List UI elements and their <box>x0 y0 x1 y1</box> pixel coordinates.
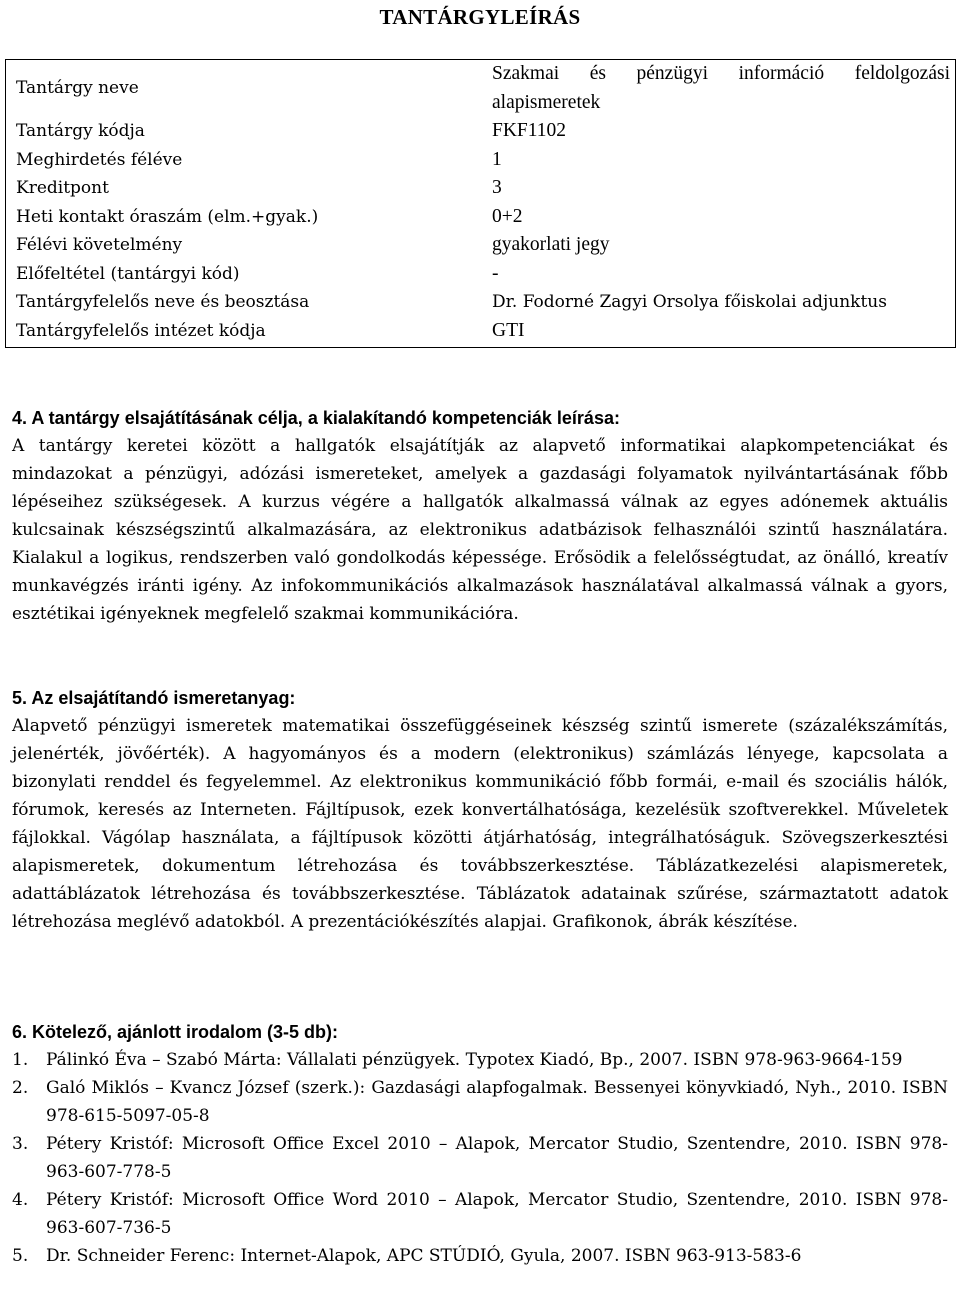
info-row-course-code <box>6 117 955 146</box>
course-info-table <box>5 59 956 348</box>
info-value: FKF1102 <box>492 120 567 141</box>
literature-number: 1. <box>12 1050 29 1070</box>
info-label: Kreditpont <box>16 178 109 198</box>
info-label: Tantárgyfelelős intézet kódja <box>16 320 266 341</box>
literature-number: 2. <box>12 1078 29 1098</box>
literature-text: Dr. Schneider Ferenc: Internet-Alapok, APC STÚDIÓ, Gyula, 2007. ISBN 963-913-583-6 <box>46 1246 802 1266</box>
info-label: Tantárgy neve <box>16 78 139 98</box>
literature-item <box>12 1242 948 1270</box>
info-value: Dr. Fodorné Zagyi Orsolya főiskolai adjunktus <box>492 292 887 312</box>
info-row-credits <box>6 174 955 203</box>
section-heading: 6. Kötelező, ajánlott irodalom (3-5 db): <box>12 1022 339 1042</box>
literature-item <box>12 1130 948 1186</box>
section-heading: 5. Az elsajátítandó ismeretanyag: <box>12 688 296 708</box>
info-row-responsible-person <box>6 288 955 317</box>
info-row-prerequisite <box>6 260 955 289</box>
info-value: 3 <box>492 177 502 198</box>
info-value: 1 <box>492 148 502 170</box>
info-row-course-name <box>6 60 955 117</box>
literature-number: 5. <box>12 1246 29 1266</box>
literature-list <box>12 1046 948 1270</box>
info-row-weekly-hours <box>6 203 955 232</box>
section-competencies <box>12 404 948 628</box>
info-label: Tantárgy kódja <box>16 121 145 141</box>
info-label: Előfeltétel (tantárgyi kód) <box>16 263 240 284</box>
literature-text: Galó Miklós – Kvancz József (szerk.): Gazdasági alapfogalmak. Bessenyei könyvkiadó, Nyh., 2010. ISBN 978-615-5097-05-8 <box>46 1078 948 1126</box>
literature-number: 3. <box>12 1134 29 1154</box>
info-value: GTI <box>492 319 525 341</box>
literature-number: 4. <box>12 1190 29 1210</box>
info-value: Szakmai és pénzügyi információ feldolgozási alapismeretek <box>492 63 950 113</box>
section-literature <box>12 1018 948 1270</box>
info-label: Félévi követelmény <box>16 235 183 255</box>
literature-item <box>12 1046 948 1074</box>
literature-text: Pálinkó Éva – Szabó Márta: Vállalati pénzügyek. Typotex Kiadó, Bp., 2007. ISBN 978-963-9664-159 <box>46 1050 903 1070</box>
info-value: gyakorlati jegy <box>492 234 610 255</box>
info-label: Heti kontakt óraszám (elm.+gyak.) <box>16 206 319 227</box>
section-heading: 4. A tantárgy elsajátításának célja, a kialakítandó kompetenciák leírása: <box>12 408 620 428</box>
info-row-requirement <box>6 231 955 260</box>
document-title: TANTÁRGYLEÍRÁS <box>379 5 581 29</box>
section-body: Alapvető pénzügyi ismeretek matematikai összefüggéseinek készség szintű ismerete (százalékszámítás, jelenérték, jövőérték). A hagyományos és a modern (elektronikus) számlázás lényege, kapcsolata a bizonylati renddel és fegyelemmel. Az elektronikus kommunikáció főbb formái, e-mail és szociális hálók, fórumok, keresés az Interneten. Fájltípusok, ezek konvertálhatósága, kezelésük szoftverekkel. Műveletek fájlokkal. Vágólap használata, a fájltípusok közötti átjárhatóság, integrálhatóságuk. Szövegszerkesztési alapismeretek, dokumentum létrehozása és továbbszerkesztése. Táblázatkezelési alapismeretek, adattáblázatok létrehozása és továbbszerkesztése. Táblázatok adatainak szűrése, származtatott adatok létrehozása meglévő adatokból. A prezentációkészítés alapjai. Grafikonok, ábrák készítése. <box>12 716 948 932</box>
info-row-institute-code <box>6 317 955 346</box>
literature-text: Pétery Kristóf: Microsoft Office Excel 2010 – Alapok, Mercator Studio, Szentendre, 2010. ISBN 978-963-607-778-5 <box>46 1134 948 1182</box>
section-curriculum <box>12 684 948 936</box>
info-label: Tantárgyfelelős neve és beosztása <box>16 292 310 312</box>
info-value: - <box>492 262 499 284</box>
literature-text: Pétery Kristóf: Microsoft Office Word 2010 – Alapok, Mercator Studio, Szentendre, 2010. ISBN 978-963-607-736-5 <box>46 1190 948 1238</box>
info-label: Meghirdetés féléve <box>16 149 183 170</box>
literature-item <box>12 1074 948 1130</box>
literature-item <box>12 1186 948 1242</box>
section-body: A tantárgy keretei között a hallgatók elsajátítják az alapvető informatikai alapkompetenciákat és mindazokat a pénzügyi, adózási ismereteket, amelyek a gazdasági folyamatok nyilvántartásának főbb lépéseihez szükségesek. A kurzus végére a hallgatók alkalmassá válnak az egyes adónemek aktuális kulcsainak készségszintű alkalmazására, az elektronikus adatbázisok felhasználói szintű használatára. Kialakul a logikus, rendszerben való gondolkodás képessége. Erősödik a felelősségtudat, az önálló, kreatív munkavégzés iránti igény. Az infokommunikációs alkalmazások használatával alkalmassá válnak a gyors, esztétikai igényeknek megfelelő szakmai kommunikációra. <box>12 436 948 624</box>
info-row-semester <box>6 146 955 175</box>
info-value: 0+2 <box>492 205 523 227</box>
